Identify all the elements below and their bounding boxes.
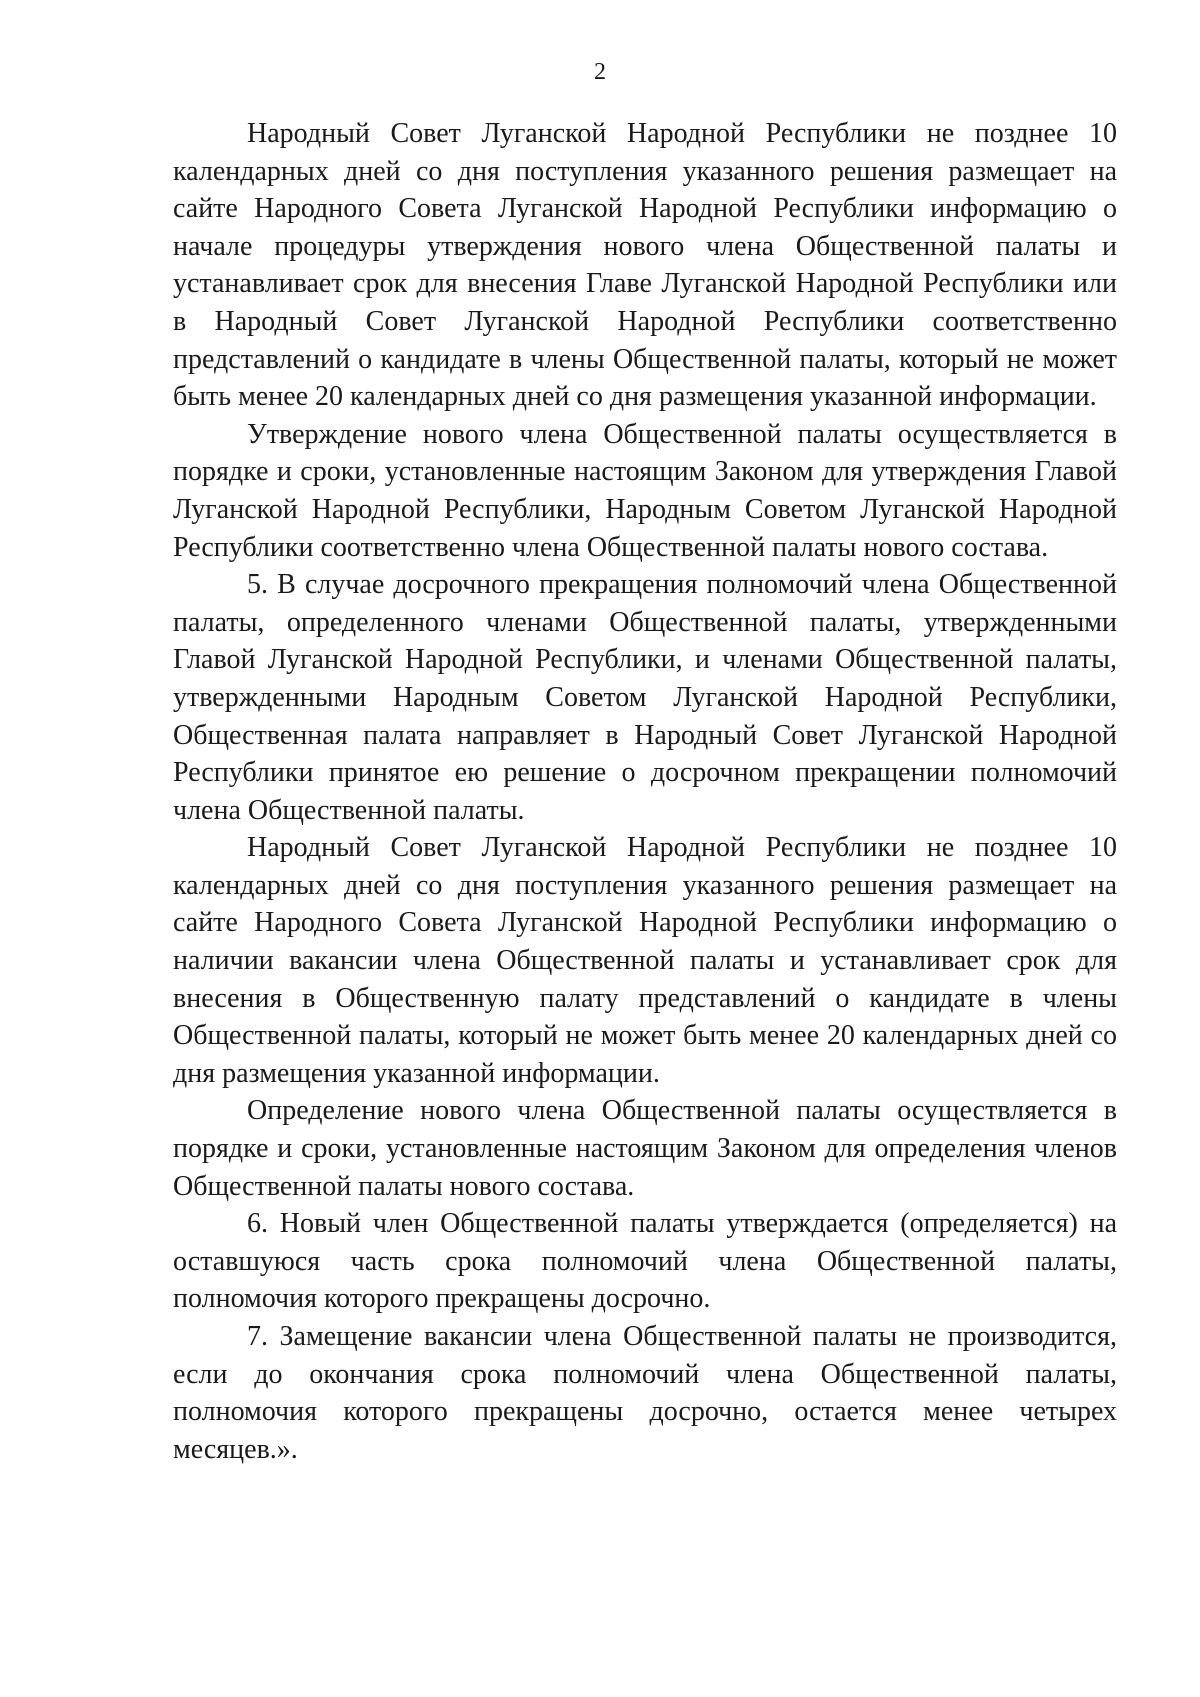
document-body bbox=[173, 115, 1117, 1468]
paragraph-clause-7-no-replacement: 7. Замещение вакансии члена Общественной палаты не производится, если до окончания срока полномочий члена Общественной палаты, полномочия которого прекращены досрочно, остается менее четырех месяцев.». bbox=[173, 1321, 1117, 1465]
paragraph-approval-of-new-member: Утверждение нового члена Общественной палаты осуществляется в порядке и сроки, установленные настоящим Законом для утверждения Главой Луганской Народной Республики, Народным Советом Луганской Народной Республики соответственно члена Общественной палаты нового состава. bbox=[173, 418, 1117, 563]
page-number: 2 bbox=[594, 59, 606, 85]
paragraph-clause-6-remaining-term: 6. Новый член Общественной палаты утверждается (определяется) на оставшуюся часть срока полномочий члена Общественной палаты, полномочия которого прекращены досрочно. bbox=[173, 1208, 1117, 1315]
paragraph-determination-of-new-member: Определение нового члена Общественной палаты осуществляется в порядке и сроки, установленные настоящим Законом для определения членов Общественной палаты нового состава. bbox=[173, 1095, 1117, 1202]
paragraph-clause-5-early-termination: 5. В случае досрочного прекращения полномочий члена Общественной палаты, определенного членами Общественной палаты, утвержденными Главой Луганской Народной Республики, и членами Общественной палаты, утвержденными Народным Советом Луганской Народной Республики, Общественная палата направляет в Народный Совет Луганской Народной Республики принятое ею решение о досрочном прекращении полномочий члена Общественной палаты. bbox=[173, 569, 1117, 826]
paragraph-council-publishes-approval-info: Народный Совет Луганской Народной Республики не позднее 10 календарных дней со дня поступления указанного решения размещает на сайте Народного Совета Луганской Народной Республики информацию о начале процедуры утверждения нового члена Общественной палаты и устанавливает срок для внесения Главе Луганской Народной Республики или в Народный Совет Луганской Народной Республики соответственно представлений о кандидате в члены Общественной палаты, который не может быть менее 20 календарных дней со дня размещения указанной информации. bbox=[173, 118, 1117, 413]
paragraph-council-publishes-vacancy-info: Народный Совет Луганской Народной Республики не позднее 10 календарных дней со дня поступления указанного решения размещает на сайте Народного Совета Луганской Народной Республики информацию о наличии вакансии члена Общественной палаты и устанавливает срок для внесения в Общественную палату представлений о кандидате в члены Общественной палаты, который не может быть менее 20 календарных дней со дня размещения указанной информации. bbox=[173, 832, 1117, 1089]
